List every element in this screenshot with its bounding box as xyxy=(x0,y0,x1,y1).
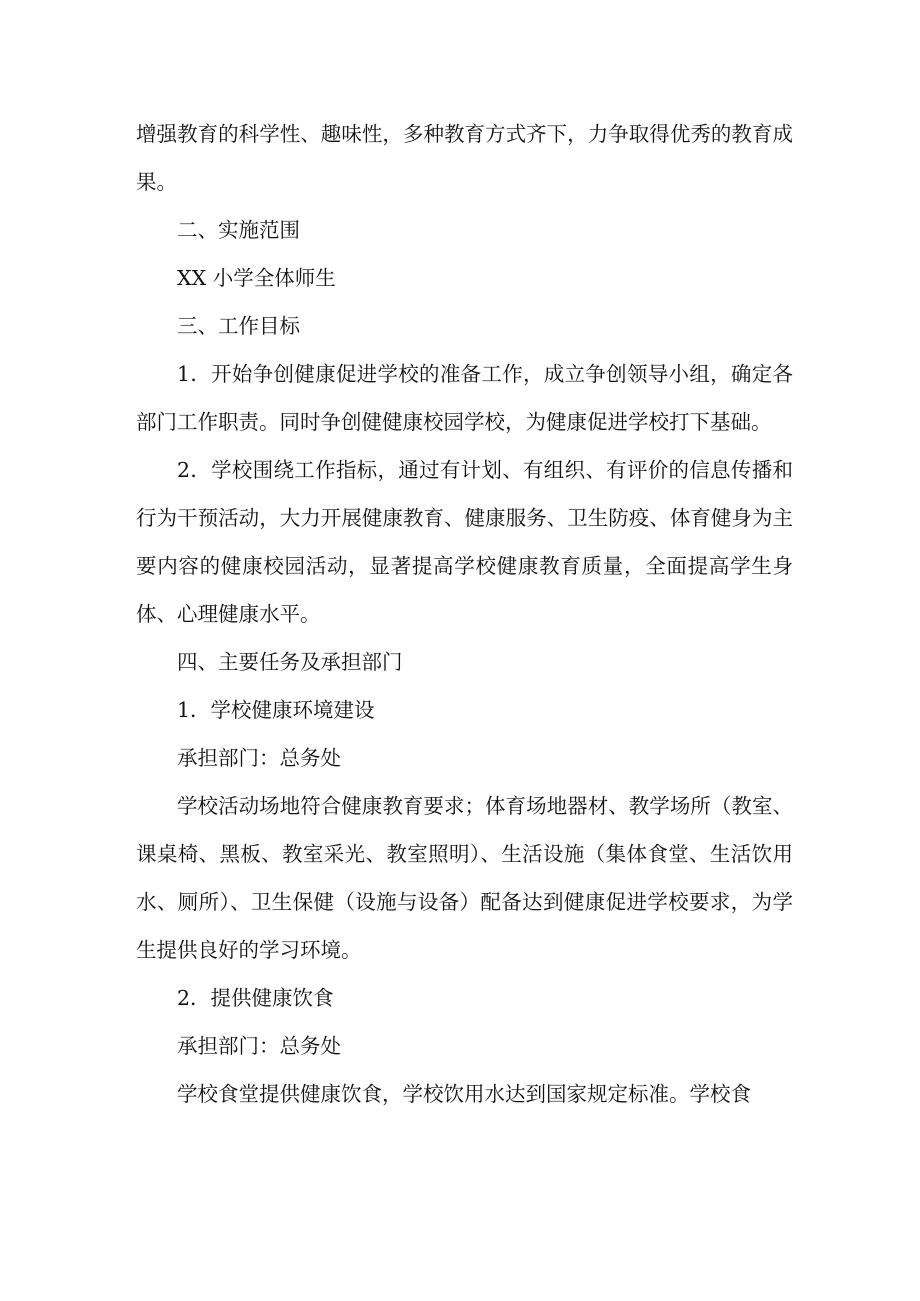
paragraph-continuation: 增强教育的科学性、趣味性，多种教育方式齐下，力争取得优秀的教育成果。 xyxy=(136,122,793,194)
subheading-task-2: 2．提供健康饮食 xyxy=(177,986,334,1010)
paragraph-task-1-detail: 学校活动场地符合健康教育要求；体育场地器材、教学场所（教室、课桌椅、黑板、教室采光、教室照明）、生活设施（集体食堂、生活饮用水、厕所）、卫生保健（设施与设备）配备达到健康促进学校要求，为学生提供良好的学习环境。 xyxy=(136,794,793,962)
section-heading-goals: 三、工作目标 xyxy=(177,314,300,338)
paragraph-goal-1: 1．开始争创健康促进学校的准备工作，成立争创领导小组，确定各部门工作职责。同时争创健健康校园学校，为健康促进学校打下基础。 xyxy=(136,362,793,434)
paragraph-task-2-detail: 学校食堂提供健康饮食，学校饮用水达到国家规定标准。学校食 xyxy=(177,1082,751,1106)
subheading-task-1: 1．学校健康环境建设 xyxy=(177,698,375,722)
paragraph-goal-2: 2．学校围绕工作指标，通过有计划、有组织、有评价的信息传播和行为干预活动，大力开展健康教育、健康服务、卫生防疫、体育健身为主要内容的健康校园活动，显著提高学校健康教育质量，全面提高学生身体、心理健康水平。 xyxy=(136,458,793,626)
paragraph-dept-1: 承担部门：总务处 xyxy=(177,746,341,770)
section-heading-tasks: 四、主要任务及承担部门 xyxy=(177,650,403,674)
paragraph-dept-2: 承担部门：总务处 xyxy=(177,1034,341,1058)
paragraph-scope: XX 小学全体师生 xyxy=(177,266,336,290)
section-heading-scope: 二、实施范围 xyxy=(177,218,300,242)
